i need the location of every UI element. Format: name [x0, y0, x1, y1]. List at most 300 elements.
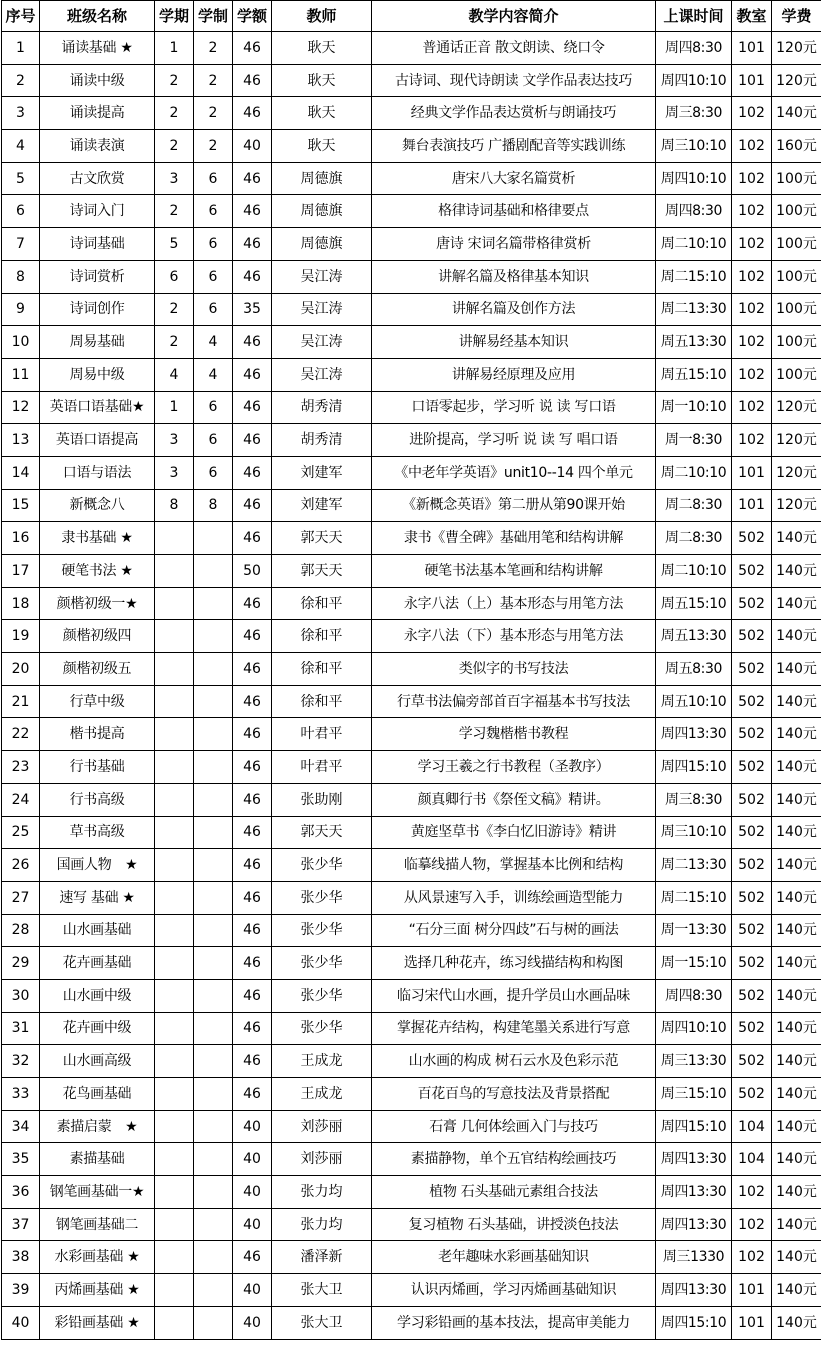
cell-no: 12 [2, 391, 40, 424]
cell-room: 502 [732, 816, 772, 849]
cell-quota: 46 [233, 1012, 272, 1045]
cell-no: 14 [2, 456, 40, 489]
cell-room: 502 [732, 849, 772, 882]
cell-teacher: 耿天 [272, 97, 372, 130]
cell-time: 周二8:30 [656, 522, 732, 555]
cell-class-name: 诵读中级 [40, 64, 155, 97]
cell-term: 3 [155, 162, 194, 195]
cell-fee: 100元 [772, 260, 821, 293]
cell-content: 从风景速写入手，训练绘画造型能力 [372, 881, 656, 914]
cell-no: 21 [2, 685, 40, 718]
header-no: 序号 [2, 1, 40, 32]
cell-teacher: 耿天 [272, 130, 372, 163]
cell-teacher: 周德旗 [272, 228, 372, 261]
cell-fee: 140元 [772, 783, 821, 816]
table-row [2, 783, 821, 816]
table-row [2, 1012, 821, 1045]
cell-room: 101 [732, 1274, 772, 1307]
cell-duration [194, 751, 233, 784]
cell-room: 502 [732, 555, 772, 588]
cell-room: 102 [732, 97, 772, 130]
cell-duration: 6 [194, 293, 233, 326]
cell-class-name: 古文欣赏 [40, 162, 155, 195]
cell-class-name: 行书高级 [40, 783, 155, 816]
cell-content: 黄庭坚草书《李白忆旧游诗》精讲 [372, 816, 656, 849]
cell-teacher: 刘莎丽 [272, 1110, 372, 1143]
cell-room: 101 [732, 32, 772, 65]
table-row [2, 1274, 821, 1307]
cell-content: 舞台表演技巧 广播剧配音等实践训练 [372, 130, 656, 163]
cell-fee: 120元 [772, 32, 821, 65]
cell-no: 13 [2, 424, 40, 457]
course-schedule-table [1, 0, 821, 1340]
cell-duration: 6 [194, 260, 233, 293]
cell-content: 学习彩铅画的基本技法，提高审美能力 [372, 1306, 656, 1339]
cell-teacher: 张少华 [272, 914, 372, 947]
cell-teacher: 郭天天 [272, 555, 372, 588]
cell-term [155, 620, 194, 653]
cell-room: 102 [732, 1176, 772, 1209]
cell-class-name: 花鸟画基础 [40, 1078, 155, 1111]
cell-term [155, 1176, 194, 1209]
cell-quota: 46 [233, 718, 272, 751]
cell-term [155, 849, 194, 882]
cell-room: 102 [732, 293, 772, 326]
cell-content: 山水画的构成 树石云水及色彩示范 [372, 1045, 656, 1078]
table-row [2, 97, 821, 130]
cell-room: 502 [732, 653, 772, 686]
table-row [2, 751, 821, 784]
cell-term: 2 [155, 293, 194, 326]
cell-term: 2 [155, 97, 194, 130]
cell-duration [194, 1078, 233, 1111]
cell-fee: 100元 [772, 228, 821, 261]
cell-class-name: 英语口语提高 [40, 424, 155, 457]
cell-teacher: 张少华 [272, 947, 372, 980]
cell-time: 周二15:10 [656, 260, 732, 293]
cell-duration [194, 1241, 233, 1274]
cell-room: 502 [732, 979, 772, 1012]
cell-fee: 100元 [772, 326, 821, 359]
table-row [2, 718, 821, 751]
cell-fee: 140元 [772, 1241, 821, 1274]
cell-time: 周五15:10 [656, 358, 732, 391]
cell-teacher: 张力均 [272, 1208, 372, 1241]
table-row [2, 522, 821, 555]
cell-quota: 46 [233, 914, 272, 947]
cell-no: 3 [2, 97, 40, 130]
header-room: 教室 [732, 1, 772, 32]
cell-time: 周五13:30 [656, 620, 732, 653]
cell-quota: 46 [233, 260, 272, 293]
cell-fee: 160元 [772, 130, 821, 163]
cell-time: 周三10:10 [656, 130, 732, 163]
cell-no: 40 [2, 1306, 40, 1339]
cell-quota: 46 [233, 489, 272, 522]
cell-duration: 6 [194, 162, 233, 195]
table-row [2, 947, 821, 980]
cell-content: 复习植物 石头基础，讲授淡色技法 [372, 1208, 656, 1241]
table-body [2, 32, 821, 1340]
cell-duration [194, 685, 233, 718]
cell-duration [194, 1110, 233, 1143]
cell-teacher: 张少华 [272, 1012, 372, 1045]
cell-teacher: 叶君平 [272, 751, 372, 784]
cell-content: 讲解名篇及格律基本知识 [372, 260, 656, 293]
cell-duration [194, 979, 233, 1012]
cell-fee: 140元 [772, 914, 821, 947]
cell-quota: 46 [233, 456, 272, 489]
cell-class-name: 诗词赏析 [40, 260, 155, 293]
cell-fee: 140元 [772, 718, 821, 751]
cell-class-name: 口语与语法 [40, 456, 155, 489]
cell-content: 掌握花卉结构，构建笔墨关系进行写意 [372, 1012, 656, 1045]
cell-fee: 140元 [772, 555, 821, 588]
cell-duration [194, 1176, 233, 1209]
cell-term [155, 1110, 194, 1143]
cell-term [155, 914, 194, 947]
cell-quota: 46 [233, 1241, 272, 1274]
cell-fee: 120元 [772, 489, 821, 522]
cell-term [155, 1208, 194, 1241]
cell-time: 周二13:30 [656, 849, 732, 882]
cell-room: 102 [732, 424, 772, 457]
cell-content: 格律诗词基础和格律要点 [372, 195, 656, 228]
cell-quota: 46 [233, 783, 272, 816]
cell-class-name: 素描启蒙 ★ [40, 1110, 155, 1143]
cell-class-name: 山水画高级 [40, 1045, 155, 1078]
table-row [2, 1241, 821, 1274]
cell-class-name: 水彩画基础 ★ [40, 1241, 155, 1274]
header-term: 学期 [155, 1, 194, 32]
cell-term: 5 [155, 228, 194, 261]
cell-duration [194, 1012, 233, 1045]
cell-room: 502 [732, 1045, 772, 1078]
cell-fee: 140元 [772, 685, 821, 718]
cell-class-name: 国画人物 ★ [40, 849, 155, 882]
cell-room: 502 [732, 1078, 772, 1111]
cell-term: 6 [155, 260, 194, 293]
cell-quota: 40 [233, 1274, 272, 1307]
header-quota: 学额 [233, 1, 272, 32]
cell-fee: 120元 [772, 424, 821, 457]
cell-time: 周二8:30 [656, 489, 732, 522]
table-row [2, 358, 821, 391]
table-row [2, 1143, 821, 1176]
cell-room: 502 [732, 881, 772, 914]
cell-content: 古诗词、现代诗朗读 文学作品表达技巧 [372, 64, 656, 97]
cell-content: 类似字的书写技法 [372, 653, 656, 686]
cell-content: 学习魏楷楷书教程 [372, 718, 656, 751]
cell-room: 101 [732, 1306, 772, 1339]
cell-quota: 46 [233, 816, 272, 849]
cell-time: 周四10:10 [656, 1012, 732, 1045]
cell-duration: 8 [194, 489, 233, 522]
cell-duration: 2 [194, 97, 233, 130]
cell-fee: 100元 [772, 162, 821, 195]
cell-quota: 46 [233, 32, 272, 65]
cell-time: 周五10:10 [656, 685, 732, 718]
cell-time: 周二10:10 [656, 228, 732, 261]
cell-no: 35 [2, 1143, 40, 1176]
cell-class-name: 钢笔画基础二 [40, 1208, 155, 1241]
cell-quota: 46 [233, 391, 272, 424]
cell-fee: 140元 [772, 587, 821, 620]
cell-class-name: 草书高级 [40, 816, 155, 849]
cell-no: 6 [2, 195, 40, 228]
cell-quota: 46 [233, 979, 272, 1012]
cell-duration: 2 [194, 32, 233, 65]
table-row [2, 620, 821, 653]
cell-time: 周二13:30 [656, 293, 732, 326]
cell-room: 101 [732, 456, 772, 489]
cell-teacher: 郭天天 [272, 816, 372, 849]
cell-time: 周四15:10 [656, 1110, 732, 1143]
cell-term [155, 1274, 194, 1307]
cell-no: 16 [2, 522, 40, 555]
cell-content: 老年趣味水彩画基础知识 [372, 1241, 656, 1274]
cell-no: 26 [2, 849, 40, 882]
cell-quota: 46 [233, 751, 272, 784]
table-row [2, 1208, 821, 1241]
cell-term [155, 1078, 194, 1111]
cell-duration: 2 [194, 130, 233, 163]
cell-no: 20 [2, 653, 40, 686]
cell-duration [194, 947, 233, 980]
cell-time: 周四13:30 [656, 1143, 732, 1176]
cell-class-name: 诗词基础 [40, 228, 155, 261]
cell-content: 临摹线描人物，掌握基本比例和结构 [372, 849, 656, 882]
cell-duration: 6 [194, 391, 233, 424]
table-row [2, 1045, 821, 1078]
cell-room: 102 [732, 228, 772, 261]
cell-time: 周四8:30 [656, 32, 732, 65]
cell-quota: 46 [233, 195, 272, 228]
cell-room: 102 [732, 391, 772, 424]
cell-no: 4 [2, 130, 40, 163]
cell-class-name: 诗词创作 [40, 293, 155, 326]
cell-no: 32 [2, 1045, 40, 1078]
cell-quota: 46 [233, 685, 272, 718]
cell-class-name: 诵读提高 [40, 97, 155, 130]
table-row [2, 32, 821, 65]
cell-no: 5 [2, 162, 40, 195]
cell-teacher: 耿天 [272, 32, 372, 65]
cell-term [155, 1012, 194, 1045]
cell-time: 周四8:30 [656, 979, 732, 1012]
cell-time: 周三13:30 [656, 1045, 732, 1078]
cell-duration [194, 587, 233, 620]
cell-time: 周一15:10 [656, 947, 732, 980]
cell-fee: 140元 [772, 1012, 821, 1045]
table-row [2, 653, 821, 686]
cell-no: 31 [2, 1012, 40, 1045]
cell-teacher: 周德旗 [272, 195, 372, 228]
cell-content: 讲解名篇及创作方法 [372, 293, 656, 326]
cell-no: 38 [2, 1241, 40, 1274]
cell-fee: 140元 [772, 947, 821, 980]
cell-duration [194, 653, 233, 686]
cell-quota: 50 [233, 555, 272, 588]
cell-room: 502 [732, 718, 772, 751]
cell-term: 2 [155, 64, 194, 97]
table-row [2, 685, 821, 718]
cell-room: 102 [732, 326, 772, 359]
cell-class-name: 花卉画基础 [40, 947, 155, 980]
cell-fee: 120元 [772, 456, 821, 489]
cell-content: 永字八法（上）基本形态与用笔方法 [372, 587, 656, 620]
table-row [2, 489, 821, 522]
cell-duration [194, 914, 233, 947]
cell-teacher: 刘莎丽 [272, 1143, 372, 1176]
cell-teacher: 张大卫 [272, 1274, 372, 1307]
cell-fee: 100元 [772, 195, 821, 228]
cell-class-name: 丙烯画基础 ★ [40, 1274, 155, 1307]
cell-class-name: 颜楷初级一★ [40, 587, 155, 620]
cell-content: 永字八法（下）基本形态与用笔方法 [372, 620, 656, 653]
cell-room: 502 [732, 947, 772, 980]
cell-time: 周四13:30 [656, 1208, 732, 1241]
table-row [2, 130, 821, 163]
cell-content: 学习王羲之行书教程（圣教序） [372, 751, 656, 784]
cell-no: 27 [2, 881, 40, 914]
cell-content: 《新概念英语》第二册从第90课开始 [372, 489, 656, 522]
cell-time: 周四13:30 [656, 718, 732, 751]
cell-class-name: 诵读基础 ★ [40, 32, 155, 65]
cell-no: 19 [2, 620, 40, 653]
cell-teacher: 刘建军 [272, 489, 372, 522]
cell-room: 101 [732, 64, 772, 97]
header-duration: 学制 [194, 1, 233, 32]
cell-time: 周一13:30 [656, 914, 732, 947]
cell-teacher: 王成龙 [272, 1045, 372, 1078]
cell-class-name: 彩铅画基础 ★ [40, 1306, 155, 1339]
cell-quota: 40 [233, 1110, 272, 1143]
cell-no: 29 [2, 947, 40, 980]
cell-no: 37 [2, 1208, 40, 1241]
cell-duration [194, 881, 233, 914]
table-row [2, 391, 821, 424]
cell-quota: 40 [233, 1143, 272, 1176]
table-row [2, 293, 821, 326]
cell-content: 颜真卿行书《祭侄文稿》精讲。 [372, 783, 656, 816]
table-row [2, 555, 821, 588]
cell-class-name: 新概念八 [40, 489, 155, 522]
cell-class-name: 周易基础 [40, 326, 155, 359]
cell-no: 18 [2, 587, 40, 620]
table-row [2, 816, 821, 849]
cell-no: 9 [2, 293, 40, 326]
cell-fee: 100元 [772, 293, 821, 326]
cell-room: 102 [732, 195, 772, 228]
cell-term [155, 881, 194, 914]
cell-class-name: 隶书基础 ★ [40, 522, 155, 555]
cell-room: 102 [732, 1241, 772, 1274]
cell-teacher: 王成龙 [272, 1078, 372, 1111]
cell-fee: 140元 [772, 1045, 821, 1078]
cell-class-name: 诗词入门 [40, 195, 155, 228]
cell-room: 102 [732, 130, 772, 163]
cell-term [155, 653, 194, 686]
cell-term [155, 816, 194, 849]
table-row [2, 195, 821, 228]
cell-fee: 140元 [772, 979, 821, 1012]
cell-quota: 46 [233, 587, 272, 620]
cell-room: 502 [732, 1012, 772, 1045]
cell-quota: 46 [233, 620, 272, 653]
cell-content: 普通话正音 散文朗读、绕口令 [372, 32, 656, 65]
cell-term: 1 [155, 391, 194, 424]
table-row [2, 1110, 821, 1143]
cell-content: 选择几种花卉，练习线描结构和构图 [372, 947, 656, 980]
cell-duration [194, 718, 233, 751]
table-header-row [2, 1, 821, 32]
cell-term: 2 [155, 195, 194, 228]
cell-room: 502 [732, 751, 772, 784]
cell-teacher: 徐和平 [272, 685, 372, 718]
cell-teacher: 耿天 [272, 64, 372, 97]
cell-duration: 4 [194, 326, 233, 359]
cell-term [155, 522, 194, 555]
cell-duration [194, 555, 233, 588]
cell-duration [194, 783, 233, 816]
cell-teacher: 叶君平 [272, 718, 372, 751]
cell-term [155, 947, 194, 980]
cell-no: 39 [2, 1274, 40, 1307]
table-row [2, 162, 821, 195]
cell-content: 认识丙烯画，学习丙烯画基础知识 [372, 1274, 656, 1307]
cell-term: 2 [155, 130, 194, 163]
cell-teacher: 吴江涛 [272, 260, 372, 293]
cell-content: 经典文学作品表达赏析与朗诵技巧 [372, 97, 656, 130]
cell-quota: 46 [233, 424, 272, 457]
cell-content: 百花百鸟的写意技法及背景搭配 [372, 1078, 656, 1111]
cell-duration [194, 1306, 233, 1339]
table-row [2, 881, 821, 914]
cell-room: 102 [732, 162, 772, 195]
cell-fee: 140元 [772, 1078, 821, 1111]
cell-no: 33 [2, 1078, 40, 1111]
cell-duration [194, 849, 233, 882]
cell-content: 素描静物，单个五官结构绘画技巧 [372, 1143, 656, 1176]
cell-content: 隶书《曹全碑》基础用笔和结构讲解 [372, 522, 656, 555]
table-row [2, 260, 821, 293]
cell-class-name: 硬笔书法 ★ [40, 555, 155, 588]
cell-content: “石分三面 树分四歧”石与树的画法 [372, 914, 656, 947]
cell-teacher: 张少华 [272, 881, 372, 914]
table-row [2, 914, 821, 947]
cell-quota: 46 [233, 947, 272, 980]
cell-room: 102 [732, 358, 772, 391]
cell-term: 4 [155, 358, 194, 391]
cell-quota: 46 [233, 849, 272, 882]
cell-room: 502 [732, 685, 772, 718]
cell-term [155, 979, 194, 1012]
cell-class-name: 素描基础 [40, 1143, 155, 1176]
cell-fee: 140元 [772, 620, 821, 653]
cell-no: 15 [2, 489, 40, 522]
cell-teacher: 张大卫 [272, 1306, 372, 1339]
cell-fee: 140元 [772, 1208, 821, 1241]
cell-no: 8 [2, 260, 40, 293]
cell-time: 周四8:30 [656, 195, 732, 228]
header-teacher: 教师 [272, 1, 372, 32]
cell-content: 进阶提高，学习听 说 读 写 唱口语 [372, 424, 656, 457]
cell-time: 周一8:30 [656, 424, 732, 457]
cell-room: 502 [732, 522, 772, 555]
cell-quota: 46 [233, 326, 272, 359]
cell-quota: 40 [233, 1208, 272, 1241]
